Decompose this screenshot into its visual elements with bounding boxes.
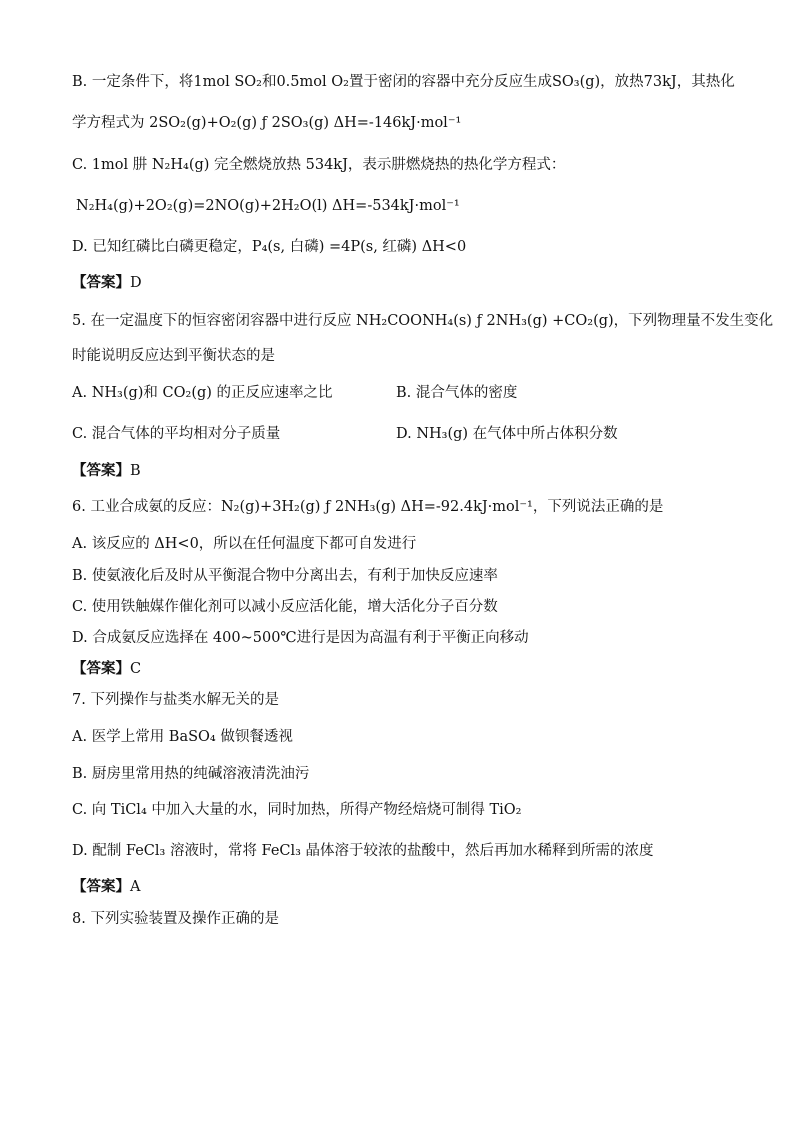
answer-value: D: [130, 275, 142, 291]
option-c-equation: N₂H₄(g)+2O₂(g)=2NO(g)+2H₂O(l) ΔH=-534kJ·mol⁻¹: [76, 198, 460, 214]
question-6-option-a: A. 该反应的 ΔH<0，所以在任何温度下都可自发进行: [72, 536, 417, 552]
question-8: 8. 下列实验装置及操作正确的是: [72, 911, 279, 927]
question-6-option-d: D. 合成氨反应选择在 400~500℃进行是因为高温有利于平衡正向移动: [72, 630, 529, 646]
option-b-line-1: B. 一定条件下，将1mol SO₂和0.5mol O₂置于密闭的容器中充分反应生成SO₃(g)，放热73kJ，其热化: [72, 74, 735, 90]
question-7: 7. 下列操作与盐类水解无关的是: [72, 692, 279, 708]
answer-q5: [72, 461, 141, 481]
question-5-option-d: D. NH₃(g) 在气体中所占体积分数: [396, 426, 618, 442]
question-6-option-b: B. 使氨液化后及时从平衡混合物中分离出去，有利于加快反应速率: [72, 568, 498, 584]
answer-value: B: [130, 463, 141, 479]
answer-q6: [72, 659, 141, 679]
question-6-option-c: C. 使用铁触媒作催化剂可以减小反应活化能，增大活化分子百分数: [72, 599, 498, 615]
answer-value: A: [130, 879, 141, 895]
question-5-option-b: B. 混合气体的密度: [396, 385, 518, 401]
option-d-line: D. 已知红磷比白磷更稳定，P₄(s, 白磷) =4P(s, 红磷) ΔH<0: [72, 239, 467, 255]
question-7-option-c: C. 向 TiCl₄ 中加入大量的水，同时加热，所得产物经焙烧可制得 TiO₂: [72, 802, 522, 818]
answer-q4: [72, 273, 142, 293]
question-5-option-c: C. 混合气体的平均相对分子质量: [72, 426, 281, 442]
answer-label: 【答案】: [72, 660, 130, 677]
answer-value: C: [130, 661, 142, 677]
question-6: 6. 工业合成氨的反应：N₂(g)+3H₂(g) ƒ 2NH₃(g) ΔH=-92.4kJ·mol⁻¹，下列说法正确的是: [72, 499, 664, 515]
option-b-line-2: 学方程式为 2SO₂(g)+O₂(g) ƒ 2SO₃(g) ΔH=-146kJ·mol⁻¹: [72, 115, 462, 131]
question-5-line-1: 5. 在一定温度下的恒容密闭容器中进行反应 NH₂COONH₄(s) ƒ 2NH₃(g) +CO₂(g)，下列物理量不发生变化: [72, 313, 774, 329]
option-c-line-1: C. 1mol 肼 N₂H₄(g) 完全燃烧放热 534kJ，表示肼燃烧热的热化学方程式：: [72, 157, 566, 173]
question-5-option-a: A. NH₃(g)和 CO₂(g) 的正反应速率之比: [72, 385, 333, 401]
question-7-option-a: A. 医学上常用 BaSO₄ 做钡餐透视: [72, 729, 293, 745]
answer-label: 【答案】: [72, 878, 130, 895]
answer-q7: [72, 877, 140, 897]
answer-label: 【答案】: [72, 274, 130, 291]
question-5-line-2: 时能说明反应达到平衡状态的是: [72, 348, 275, 364]
question-7-option-b: B. 厨房里常用热的纯碱溶液清洗油污: [72, 766, 310, 782]
question-7-option-d: D. 配制 FeCl₃ 溶液时，常将 FeCl₃ 晶体溶于较浓的盐酸中，然后再加水稀释到所需的浓度: [72, 843, 654, 859]
answer-label: 【答案】: [72, 462, 130, 479]
